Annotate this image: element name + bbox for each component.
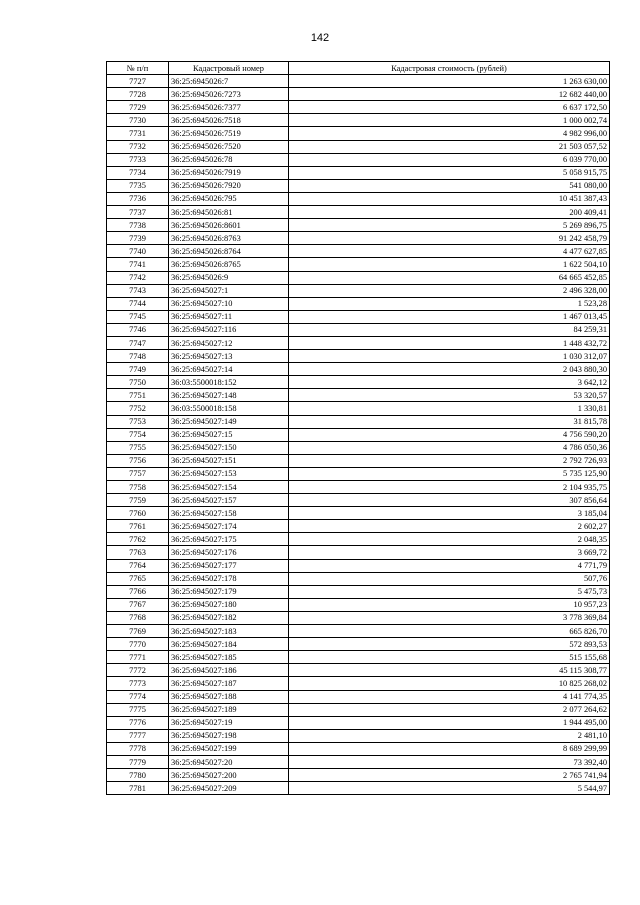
row-number-cell: 7734: [107, 166, 169, 179]
cadastral-cost-cell: 21 503 057,52: [289, 140, 610, 153]
cadastral-cost-cell: 31 815,78: [289, 415, 610, 428]
cadastral-cost-cell: 5 475,73: [289, 585, 610, 598]
cadastral-cost-cell: 4 141 774,35: [289, 690, 610, 703]
cadastral-number-cell: 36:25:6945027:199: [169, 742, 289, 755]
table-row: [107, 716, 610, 729]
cadastral-cost-cell: 515 155,68: [289, 651, 610, 664]
cadastral-number-cell: 36:25:6945027:184: [169, 638, 289, 651]
table-row: [107, 75, 610, 88]
cadastral-number-cell: 36:25:6945026:9: [169, 271, 289, 284]
cadastral-number-cell: 36:25:6945026:78: [169, 153, 289, 166]
cadastral-number-cell: 36:03:5500018:152: [169, 376, 289, 389]
row-number-cell: 7729: [107, 101, 169, 114]
row-number-cell: 7727: [107, 75, 169, 88]
cadastral-number-cell: 36:25:6945027:188: [169, 690, 289, 703]
cadastral-number-cell: 36:25:6945026:8765: [169, 258, 289, 271]
cadastral-cost-cell: 5 735 125,90: [289, 467, 610, 480]
row-number-cell: 7769: [107, 625, 169, 638]
cadastral-number-cell: 36:25:6945027:209: [169, 782, 289, 795]
cadastral-cost-cell: 45 115 308,77: [289, 664, 610, 677]
row-number-cell: 7744: [107, 297, 169, 310]
row-number-cell: 7738: [107, 219, 169, 232]
cadastral-cost-cell: 2 496 328,00: [289, 284, 610, 297]
row-number-cell: 7745: [107, 310, 169, 323]
row-number-cell: 7735: [107, 179, 169, 192]
table-row: [107, 572, 610, 585]
cadastral-number-cell: 36:25:6945026:7519: [169, 127, 289, 140]
cadastral-cost-cell: 6 039 770,00: [289, 153, 610, 166]
cadastral-cost-cell: 2 048,35: [289, 533, 610, 546]
row-number-cell: 7743: [107, 284, 169, 297]
cadastral-number-cell: 36:25:6945026:7273: [169, 88, 289, 101]
cadastral-number-cell: 36:25:6945027:182: [169, 611, 289, 624]
header-cadastral-number: Кадастровый номер: [169, 62, 289, 75]
row-number-cell: 7741: [107, 258, 169, 271]
cadastral-number-cell: 36:03:5500018:158: [169, 402, 289, 415]
row-number-cell: 7740: [107, 245, 169, 258]
row-number-cell: 7768: [107, 611, 169, 624]
cadastral-number-cell: 36:25:6945026:8763: [169, 232, 289, 245]
table-row: [107, 428, 610, 441]
cadastral-cost-cell: 5 544,97: [289, 782, 610, 795]
cadastral-cost-cell: 6 637 172,50: [289, 101, 610, 114]
header-row: [107, 62, 610, 75]
row-number-cell: 7781: [107, 782, 169, 795]
cadastral-cost-cell: 5 269 896,75: [289, 219, 610, 232]
header-row-number: № п/п: [107, 62, 169, 75]
cadastral-number-cell: 36:25:6945026:8601: [169, 219, 289, 232]
table-row: [107, 677, 610, 690]
table-row: [107, 232, 610, 245]
cadastral-cost-cell: 1 523,28: [289, 297, 610, 310]
cadastral-cost-cell: 10 957,23: [289, 598, 610, 611]
row-number-cell: 7764: [107, 559, 169, 572]
row-number-cell: 7778: [107, 742, 169, 755]
cadastral-number-cell: 36:25:6945027:1: [169, 284, 289, 297]
cadastral-cost-cell: 12 682 440,00: [289, 88, 610, 101]
row-number-cell: 7748: [107, 350, 169, 363]
table-row: [107, 363, 610, 376]
cadastral-cost-cell: 4 756 590,20: [289, 428, 610, 441]
table-row: [107, 127, 610, 140]
table-row: [107, 494, 610, 507]
table-row: [107, 140, 610, 153]
cadastral-number-cell: 36:25:6945027:186: [169, 664, 289, 677]
table-row: [107, 271, 610, 284]
row-number-cell: 7777: [107, 729, 169, 742]
table-row: [107, 598, 610, 611]
row-number-cell: 7733: [107, 153, 169, 166]
cadastral-number-cell: 36:25:6945027:187: [169, 677, 289, 690]
table-row: [107, 441, 610, 454]
table-row: [107, 153, 610, 166]
row-number-cell: 7750: [107, 376, 169, 389]
row-number-cell: 7752: [107, 402, 169, 415]
cadastral-number-cell: 36:25:6945027:10: [169, 297, 289, 310]
row-number-cell: 7763: [107, 546, 169, 559]
cadastral-cost-cell: 2 043 880,30: [289, 363, 610, 376]
table-row: [107, 729, 610, 742]
table-row: [107, 88, 610, 101]
cadastral-cost-cell: 1 030 312,07: [289, 350, 610, 363]
cadastral-number-cell: 36:25:6945027:180: [169, 598, 289, 611]
cadastral-cost-cell: 64 665 452,85: [289, 271, 610, 284]
page-number: 142: [310, 32, 330, 44]
table-row: [107, 782, 610, 795]
cadastral-number-cell: 36:25:6945026:7920: [169, 179, 289, 192]
cadastral-number-cell: 36:25:6945027:153: [169, 467, 289, 480]
row-number-cell: 7737: [107, 206, 169, 219]
row-number-cell: 7753: [107, 415, 169, 428]
table-row: [107, 179, 610, 192]
row-number-cell: 7759: [107, 494, 169, 507]
cadastral-number-cell: 36:25:6945026:7520: [169, 140, 289, 153]
row-number-cell: 7758: [107, 481, 169, 494]
table-header: [107, 62, 610, 75]
cadastral-cost-cell: 200 409,41: [289, 206, 610, 219]
table-row: [107, 323, 610, 336]
table-row: [107, 454, 610, 467]
table-row: [107, 284, 610, 297]
row-number-cell: 7774: [107, 690, 169, 703]
cadastral-number-cell: 36:25:6945027:183: [169, 625, 289, 638]
cadastral-cost-cell: 1 467 013,45: [289, 310, 610, 323]
table-row: [107, 114, 610, 127]
cadastral-cost-cell: 2 077 264,62: [289, 703, 610, 716]
cadastral-cost-cell: 665 826,70: [289, 625, 610, 638]
cadastral-number-cell: 36:25:6945027:150: [169, 441, 289, 454]
table-row: [107, 703, 610, 716]
cadastral-cost-cell: 8 689 299,99: [289, 742, 610, 755]
row-number-cell: 7761: [107, 520, 169, 533]
row-number-cell: 7771: [107, 651, 169, 664]
cadastral-number-cell: 36:25:6945026:7: [169, 75, 289, 88]
cadastral-cost-cell: 4 477 627,85: [289, 245, 610, 258]
cadastral-cost-cell: 10 825 268,02: [289, 677, 610, 690]
cadastral-number-cell: 36:25:6945027:151: [169, 454, 289, 467]
table-row: [107, 638, 610, 651]
cadastral-number-cell: 36:25:6945027:15: [169, 428, 289, 441]
cadastral-number-cell: 36:25:6945027:12: [169, 336, 289, 349]
table-row: [107, 415, 610, 428]
cadastral-number-cell: 36:25:6945027:19: [169, 716, 289, 729]
row-number-cell: 7751: [107, 389, 169, 402]
row-number-cell: 7767: [107, 598, 169, 611]
cadastral-cost-cell: 2 602,27: [289, 520, 610, 533]
cadastral-cost-cell: 5 058 915,75: [289, 166, 610, 179]
table-row: [107, 245, 610, 258]
row-number-cell: 7772: [107, 664, 169, 677]
cadastral-cost-cell: 2 481,10: [289, 729, 610, 742]
cadastral-number-cell: 36:25:6945027:14: [169, 363, 289, 376]
cadastral-number-cell: 36:25:6945027:13: [169, 350, 289, 363]
cadastral-value-table: [106, 61, 610, 795]
row-number-cell: 7736: [107, 192, 169, 205]
table-row: [107, 651, 610, 664]
cadastral-number-cell: 36:25:6945027:174: [169, 520, 289, 533]
row-number-cell: 7765: [107, 572, 169, 585]
row-number-cell: 7728: [107, 88, 169, 101]
row-number-cell: 7739: [107, 232, 169, 245]
table-row: [107, 219, 610, 232]
table-row: [107, 166, 610, 179]
table-row: [107, 520, 610, 533]
row-number-cell: 7780: [107, 769, 169, 782]
table-row: [107, 402, 610, 415]
table-row: [107, 376, 610, 389]
row-number-cell: 7746: [107, 323, 169, 336]
cadastral-cost-cell: 3 185,04: [289, 507, 610, 520]
cadastral-number-cell: 36:25:6945026:7377: [169, 101, 289, 114]
cadastral-cost-cell: 2 104 935,75: [289, 481, 610, 494]
table-row: [107, 310, 610, 323]
cadastral-cost-cell: 541 080,00: [289, 179, 610, 192]
cadastral-cost-cell: 3 778 369,84: [289, 611, 610, 624]
table-row: [107, 101, 610, 114]
table-row: [107, 742, 610, 755]
cadastral-cost-cell: 1 622 504,10: [289, 258, 610, 271]
cadastral-cost-cell: 507,76: [289, 572, 610, 585]
cadastral-number-cell: 36:25:6945027:149: [169, 415, 289, 428]
table-row: [107, 350, 610, 363]
cadastral-cost-cell: 4 786 050,36: [289, 441, 610, 454]
cadastral-cost-cell: 1 448 432,72: [289, 336, 610, 349]
cadastral-number-cell: 36:25:6945026:7919: [169, 166, 289, 179]
cadastral-number-cell: 36:25:6945027:154: [169, 481, 289, 494]
table-row: [107, 690, 610, 703]
cadastral-cost-cell: 2 792 726,93: [289, 454, 610, 467]
cadastral-cost-cell: 1 944 495,00: [289, 716, 610, 729]
cadastral-cost-cell: 1 000 002,74: [289, 114, 610, 127]
cadastral-cost-cell: 572 893,53: [289, 638, 610, 651]
cadastral-number-cell: 36:25:6945026:81: [169, 206, 289, 219]
row-number-cell: 7754: [107, 428, 169, 441]
table-row: [107, 192, 610, 205]
cadastral-number-cell: 36:25:6945026:795: [169, 192, 289, 205]
cadastral-number-cell: 36:25:6945027:185: [169, 651, 289, 664]
row-number-cell: 7757: [107, 467, 169, 480]
cadastral-number-cell: 36:25:6945027:20: [169, 755, 289, 768]
cadastral-number-cell: 36:25:6945027:198: [169, 729, 289, 742]
cadastral-number-cell: 36:25:6945027:148: [169, 389, 289, 402]
row-number-cell: 7731: [107, 127, 169, 140]
table-row: [107, 755, 610, 768]
cadastral-number-cell: 36:25:6945027:177: [169, 559, 289, 572]
cadastral-number-cell: 36:25:6945027:179: [169, 585, 289, 598]
table-body: [107, 75, 610, 795]
row-number-cell: 7776: [107, 716, 169, 729]
table-row: [107, 507, 610, 520]
cadastral-cost-cell: 4 982 996,00: [289, 127, 610, 140]
table-row: [107, 769, 610, 782]
cadastral-cost-cell: 1 263 630,00: [289, 75, 610, 88]
cadastral-number-cell: 36:25:6945027:158: [169, 507, 289, 520]
table-row: [107, 533, 610, 546]
cadastral-number-cell: 36:25:6945026:7518: [169, 114, 289, 127]
row-number-cell: 7775: [107, 703, 169, 716]
cadastral-cost-cell: 3 642,12: [289, 376, 610, 389]
cadastral-cost-cell: 73 392,40: [289, 755, 610, 768]
cadastral-number-cell: 36:25:6945027:116: [169, 323, 289, 336]
cadastral-number-cell: 36:25:6945027:176: [169, 546, 289, 559]
table-row: [107, 585, 610, 598]
table-row: [107, 389, 610, 402]
cadastral-cost-cell: 3 669,72: [289, 546, 610, 559]
cadastral-number-cell: 36:25:6945027:157: [169, 494, 289, 507]
cadastral-number-cell: 36:25:6945027:178: [169, 572, 289, 585]
row-number-cell: 7770: [107, 638, 169, 651]
table-row: [107, 206, 610, 219]
table-row: [107, 546, 610, 559]
table-row: [107, 481, 610, 494]
cadastral-number-cell: 36:25:6945027:11: [169, 310, 289, 323]
table-row: [107, 625, 610, 638]
row-number-cell: 7730: [107, 114, 169, 127]
table-row: [107, 297, 610, 310]
cadastral-cost-cell: 2 765 741,94: [289, 769, 610, 782]
cadastral-cost-cell: 91 242 458,79: [289, 232, 610, 245]
cadastral-cost-cell: 1 330,81: [289, 402, 610, 415]
cadastral-cost-cell: 53 320,57: [289, 389, 610, 402]
row-number-cell: 7762: [107, 533, 169, 546]
table-row: [107, 336, 610, 349]
row-number-cell: 7779: [107, 755, 169, 768]
row-number-cell: 7732: [107, 140, 169, 153]
row-number-cell: 7773: [107, 677, 169, 690]
row-number-cell: 7755: [107, 441, 169, 454]
row-number-cell: 7760: [107, 507, 169, 520]
cadastral-number-cell: 36:25:6945027:175: [169, 533, 289, 546]
header-cadastral-cost: Кадастровая стоимость (рублей): [289, 62, 610, 75]
cadastral-number-cell: 36:25:6945027:189: [169, 703, 289, 716]
row-number-cell: 7747: [107, 336, 169, 349]
cadastral-number-cell: 36:25:6945027:200: [169, 769, 289, 782]
cadastral-cost-cell: 10 451 387,43: [289, 192, 610, 205]
row-number-cell: 7766: [107, 585, 169, 598]
table-row: [107, 664, 610, 677]
table-row: [107, 258, 610, 271]
table-row: [107, 611, 610, 624]
cadastral-cost-cell: 4 771,79: [289, 559, 610, 572]
cadastral-cost-cell: 84 259,31: [289, 323, 610, 336]
table-row: [107, 559, 610, 572]
row-number-cell: 7756: [107, 454, 169, 467]
row-number-cell: 7742: [107, 271, 169, 284]
cadastral-cost-cell: 307 856,64: [289, 494, 610, 507]
cadastral-number-cell: 36:25:6945026:8764: [169, 245, 289, 258]
table-row: [107, 467, 610, 480]
row-number-cell: 7749: [107, 363, 169, 376]
